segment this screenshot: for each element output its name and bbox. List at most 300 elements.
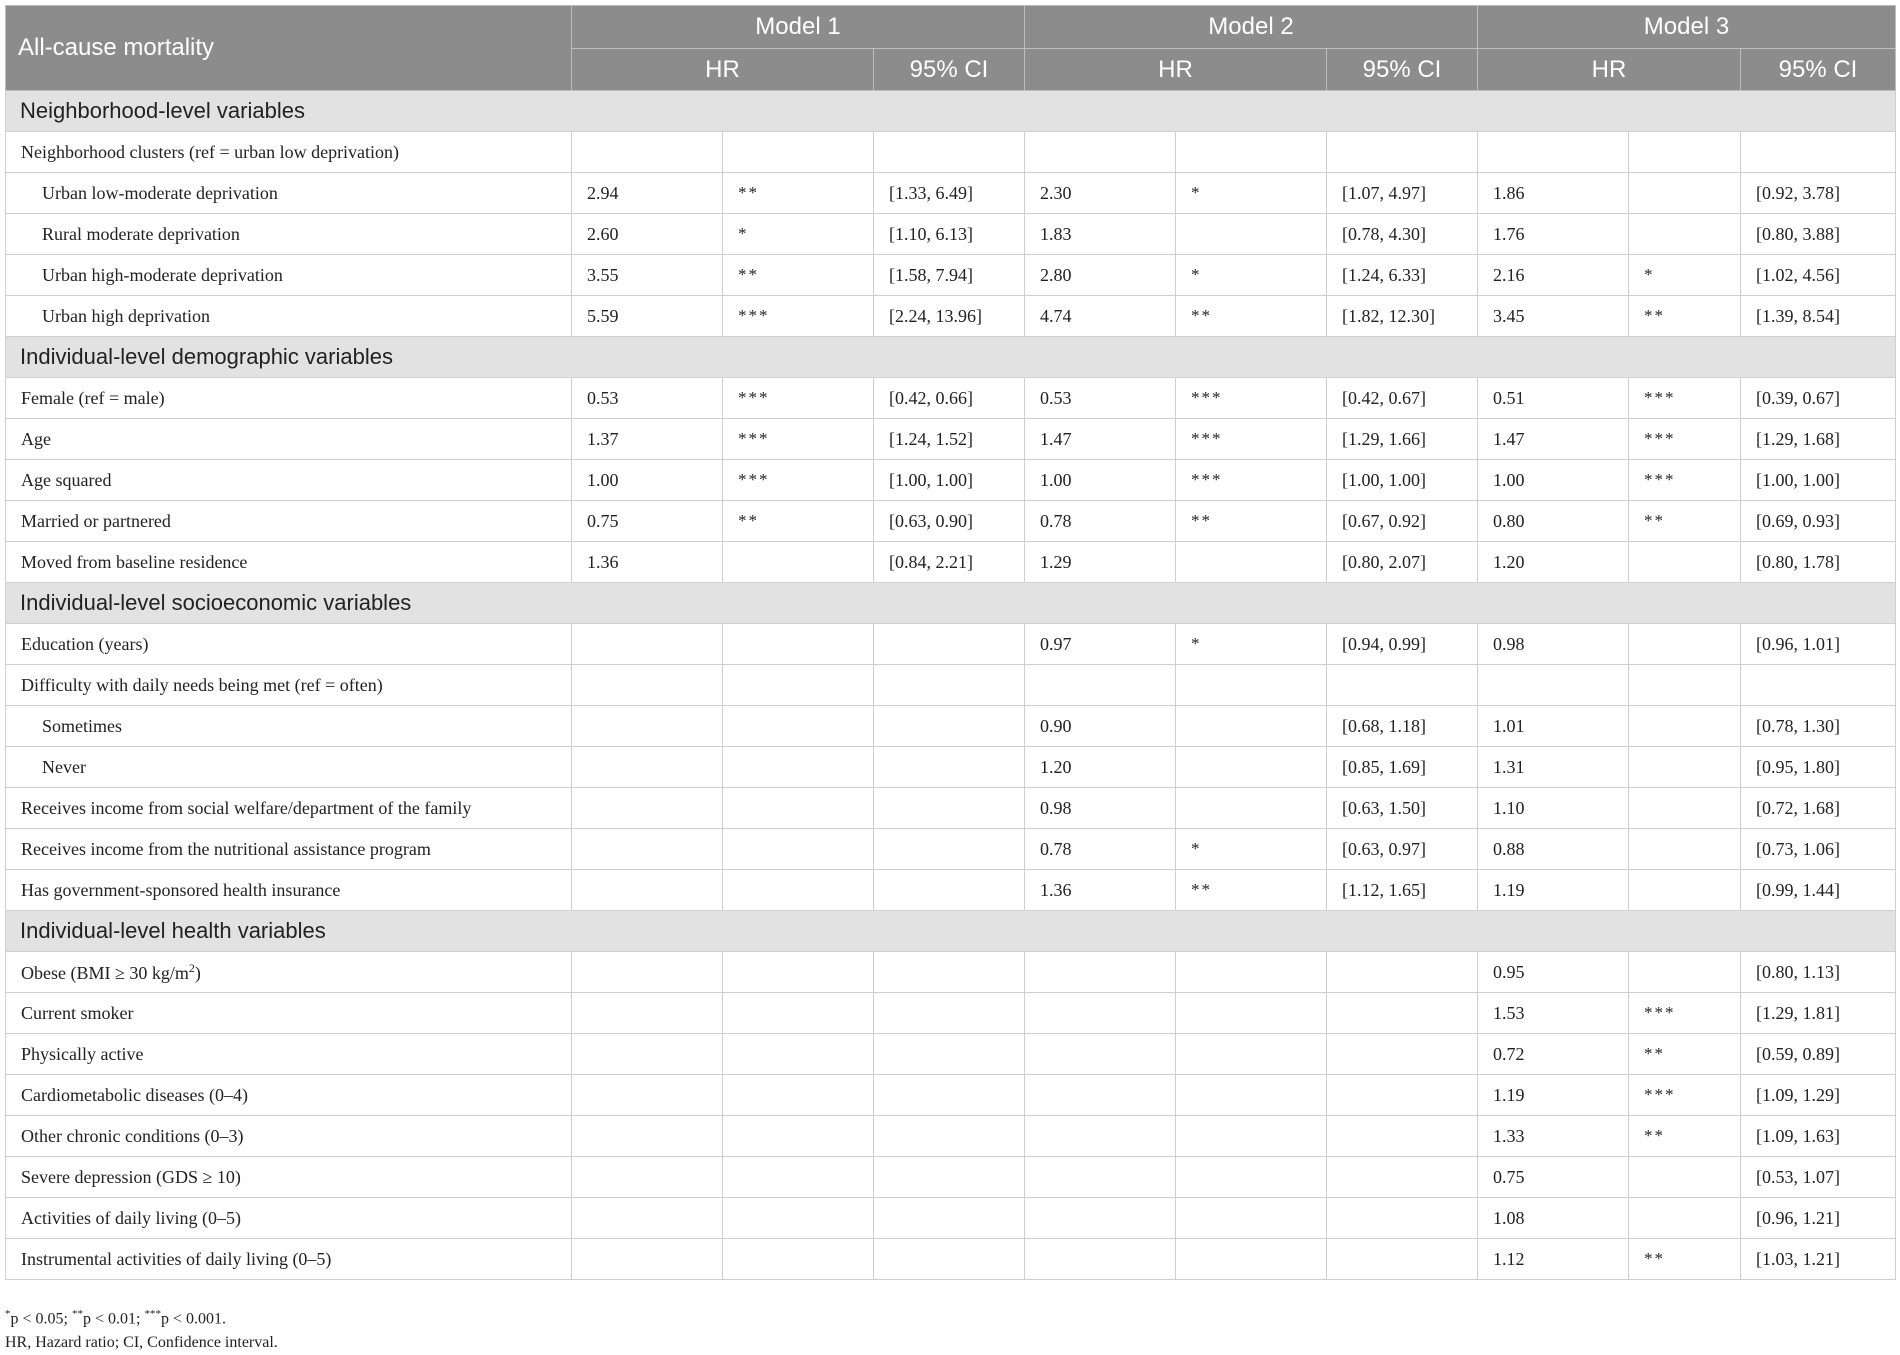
cell-m3-hr: 0.98 [1478, 624, 1629, 665]
cell-m2-ci [1327, 952, 1478, 993]
cell-m1-ci: [1.33, 6.49] [874, 173, 1025, 214]
cell-m2-hr [1025, 665, 1176, 706]
cell-m1-sig: *** [723, 419, 874, 460]
cell-m2-hr: 0.78 [1025, 829, 1176, 870]
row-label: Difficulty with daily needs being met (ref = often) [6, 665, 572, 706]
cell-m1-hr: 2.60 [572, 214, 723, 255]
cell-m1-sig [723, 665, 874, 706]
cell-m2-hr [1025, 1198, 1176, 1239]
cell-m2-ci [1327, 1116, 1478, 1157]
table-row [6, 1075, 1896, 1116]
row-label: Sometimes [6, 706, 572, 747]
model-1-header: Model 1 [572, 6, 1025, 49]
cell-m2-hr: 1.47 [1025, 419, 1176, 460]
table-row [6, 624, 1896, 665]
cell-m1-hr: 1.37 [572, 419, 723, 460]
cell-m2-sig [1176, 952, 1327, 993]
table-row [6, 1198, 1896, 1239]
cell-m2-hr [1025, 952, 1176, 993]
cell-m1-ci [874, 1198, 1025, 1239]
cell-m3-sig: ** [1629, 1034, 1741, 1075]
cell-m2-ci: [0.68, 1.18] [1327, 706, 1478, 747]
cell-m3-ci: [1.03, 1.21] [1741, 1239, 1896, 1280]
cell-m2-sig [1176, 1198, 1327, 1239]
cell-m3-ci: [0.53, 1.07] [1741, 1157, 1896, 1198]
cell-m2-sig [1176, 993, 1327, 1034]
model-3-ci-header: 95% CI [1741, 49, 1896, 91]
table-row [6, 706, 1896, 747]
cell-m2-ci: [0.78, 4.30] [1327, 214, 1478, 255]
cell-m2-hr: 0.78 [1025, 501, 1176, 542]
cell-m1-ci [874, 829, 1025, 870]
cell-m3-sig [1629, 747, 1741, 788]
cell-m1-ci: [0.84, 2.21] [874, 542, 1025, 583]
cell-m2-ci: [1.07, 4.97] [1327, 173, 1478, 214]
cell-m1-hr [572, 706, 723, 747]
cell-m1-sig [723, 1198, 874, 1239]
section-title: Neighborhood-level variables [6, 91, 1896, 132]
cell-m2-ci: [0.80, 2.07] [1327, 542, 1478, 583]
cell-m1-ci [874, 1116, 1025, 1157]
cell-m1-ci: [1.58, 7.94] [874, 255, 1025, 296]
cell-m1-ci [874, 1075, 1025, 1116]
cell-m3-hr: 1.19 [1478, 870, 1629, 911]
cell-m2-ci: [0.42, 0.67] [1327, 378, 1478, 419]
cell-m2-hr: 1.29 [1025, 542, 1176, 583]
row-label: Age [6, 419, 572, 460]
cell-m1-ci: [0.63, 0.90] [874, 501, 1025, 542]
table-row [6, 460, 1896, 501]
cell-m1-hr [572, 870, 723, 911]
cell-m1-hr [572, 1239, 723, 1280]
table-row [6, 1239, 1896, 1280]
table-row [6, 378, 1896, 419]
table-row [6, 788, 1896, 829]
cell-m1-ci [874, 665, 1025, 706]
row-label: Activities of daily living (0–5) [6, 1198, 572, 1239]
model-2-header: Model 2 [1025, 6, 1478, 49]
cell-m2-sig [1176, 788, 1327, 829]
cell-m1-hr [572, 1198, 723, 1239]
cell-m1-hr [572, 788, 723, 829]
cell-m3-ci: [0.69, 0.93] [1741, 501, 1896, 542]
cell-m2-hr [1025, 1075, 1176, 1116]
cell-m2-sig [1176, 706, 1327, 747]
table-row [6, 747, 1896, 788]
cell-m2-hr: 0.97 [1025, 624, 1176, 665]
table-row [6, 1116, 1896, 1157]
table-row [6, 501, 1896, 542]
cell-m3-ci: [1.09, 1.63] [1741, 1116, 1896, 1157]
cell-m2-sig: ** [1176, 870, 1327, 911]
cell-m1-ci [874, 624, 1025, 665]
cell-m1-sig [723, 952, 874, 993]
cell-m1-ci [874, 706, 1025, 747]
cell-m3-ci: [1.29, 1.68] [1741, 419, 1896, 460]
cell-m1-ci [874, 1157, 1025, 1198]
cell-m3-ci: [0.80, 1.78] [1741, 542, 1896, 583]
table-row [6, 255, 1896, 296]
cell-m1-sig [723, 1116, 874, 1157]
cell-m3-ci: [0.96, 1.01] [1741, 624, 1896, 665]
cell-m2-ci [1327, 1239, 1478, 1280]
cell-m1-sig: *** [723, 460, 874, 501]
cell-m3-ci: [0.72, 1.68] [1741, 788, 1896, 829]
table-row [6, 542, 1896, 583]
cell-m2-sig [1176, 1034, 1327, 1075]
cell-m3-sig [1629, 829, 1741, 870]
cell-m3-hr [1478, 132, 1629, 173]
cell-m2-sig [1176, 542, 1327, 583]
cell-m2-ci [1327, 1034, 1478, 1075]
cell-m3-ci: [0.92, 3.78] [1741, 173, 1896, 214]
cell-m2-hr: 0.90 [1025, 706, 1176, 747]
cell-m3-hr: 1.00 [1478, 460, 1629, 501]
cell-m3-ci: [1.02, 4.56] [1741, 255, 1896, 296]
mortality-results-table [5, 5, 1896, 1280]
cell-m2-hr [1025, 1116, 1176, 1157]
cell-m3-sig [1629, 1157, 1741, 1198]
cell-m1-hr [572, 747, 723, 788]
cell-m2-sig: *** [1176, 378, 1327, 419]
cell-m1-hr [572, 1075, 723, 1116]
row-label: Other chronic conditions (0–3) [6, 1116, 572, 1157]
row-label: Obese (BMI ≥ 30 $kg/m^2$) [6, 952, 572, 993]
cell-m1-ci: [2.24, 13.96] [874, 296, 1025, 337]
cell-m3-hr: 0.72 [1478, 1034, 1629, 1075]
row-label: Moved from baseline residence [6, 542, 572, 583]
table-row [6, 1034, 1896, 1075]
cell-m1-hr [572, 1157, 723, 1198]
cell-m3-ci: [1.29, 1.81] [1741, 993, 1896, 1034]
row-label: Never [6, 747, 572, 788]
table-row [6, 993, 1896, 1034]
section-title: Individual-level health variables [6, 911, 1896, 952]
cell-m3-hr: 0.75 [1478, 1157, 1629, 1198]
cell-m2-sig: * [1176, 255, 1327, 296]
cell-m3-sig: ** [1629, 1116, 1741, 1157]
cell-m3-sig [1629, 665, 1741, 706]
cell-m2-ci: [1.00, 1.00] [1327, 460, 1478, 501]
cell-m1-ci [874, 870, 1025, 911]
cell-m1-hr [572, 993, 723, 1034]
cell-m3-hr: 0.88 [1478, 829, 1629, 870]
cell-m3-hr: 1.12 [1478, 1239, 1629, 1280]
cell-m2-hr [1025, 1157, 1176, 1198]
row-label: Current smoker [6, 993, 572, 1034]
cell-m2-hr: 4.74 [1025, 296, 1176, 337]
row-label: Urban high deprivation [6, 296, 572, 337]
significance-note: *p < 0.05; **p < 0.01; ***p < 0.001. [5, 1308, 226, 1328]
cell-m2-ci: [1.12, 1.65] [1327, 870, 1478, 911]
cell-m3-hr [1478, 665, 1629, 706]
cell-m2-sig [1176, 214, 1327, 255]
row-label: Severe depression (GDS ≥ 10) [6, 1157, 572, 1198]
cell-m2-ci [1327, 1157, 1478, 1198]
cell-m1-ci [874, 132, 1025, 173]
cell-m2-ci [1327, 1075, 1478, 1116]
cell-m2-sig: * [1176, 624, 1327, 665]
table-row [6, 1157, 1896, 1198]
cell-m2-ci: [0.63, 0.97] [1327, 829, 1478, 870]
cell-m1-ci [874, 1034, 1025, 1075]
cell-m3-hr: 3.45 [1478, 296, 1629, 337]
cell-m2-ci [1327, 132, 1478, 173]
section-header-row [6, 91, 1896, 132]
cell-m2-hr: 0.53 [1025, 378, 1176, 419]
cell-m1-ci: [1.10, 6.13] [874, 214, 1025, 255]
cell-m1-sig [723, 993, 874, 1034]
results-table-container [5, 5, 1895, 1280]
cell-m1-sig [723, 747, 874, 788]
row-label: Urban high-moderate deprivation [6, 255, 572, 296]
cell-m3-ci: [0.78, 1.30] [1741, 706, 1896, 747]
cell-m2-ci [1327, 1198, 1478, 1239]
row-label: Neighborhood clusters (ref = urban low deprivation) [6, 132, 572, 173]
cell-m3-sig: *** [1629, 1075, 1741, 1116]
cell-m1-ci [874, 1239, 1025, 1280]
cell-m2-sig: * [1176, 829, 1327, 870]
cell-m2-hr [1025, 132, 1176, 173]
cell-m1-sig [723, 542, 874, 583]
cell-m3-hr: 0.51 [1478, 378, 1629, 419]
cell-m2-ci: [0.94, 0.99] [1327, 624, 1478, 665]
cell-m3-hr: 0.95 [1478, 952, 1629, 993]
cell-m1-sig [723, 870, 874, 911]
cell-m1-hr: 3.55 [572, 255, 723, 296]
cell-m2-sig: *** [1176, 419, 1327, 460]
section-header-row [6, 337, 1896, 378]
cell-m2-ci: [0.67, 0.92] [1327, 501, 1478, 542]
cell-m1-ci [874, 952, 1025, 993]
row-label: Receives income from the nutritional assistance program [6, 829, 572, 870]
cell-m2-hr [1025, 1239, 1176, 1280]
cell-m3-hr: 1.08 [1478, 1198, 1629, 1239]
cell-m3-ci: [0.73, 1.06] [1741, 829, 1896, 870]
cell-m1-sig: * [723, 214, 874, 255]
cell-m2-sig: ** [1176, 501, 1327, 542]
cell-m3-sig [1629, 952, 1741, 993]
table-row [6, 173, 1896, 214]
cell-m1-sig [723, 706, 874, 747]
header-row-models [6, 6, 1896, 49]
cell-m3-sig: *** [1629, 993, 1741, 1034]
cell-m1-hr [572, 665, 723, 706]
cell-m2-sig: ** [1176, 296, 1327, 337]
cell-m3-sig: *** [1629, 460, 1741, 501]
row-label: Education (years) [6, 624, 572, 665]
cell-m1-ci [874, 788, 1025, 829]
row-label: Physically active [6, 1034, 572, 1075]
cell-m2-sig [1176, 1239, 1327, 1280]
cell-m2-sig: *** [1176, 460, 1327, 501]
row-label: Female (ref = male) [6, 378, 572, 419]
cell-m3-ci: [0.39, 0.67] [1741, 378, 1896, 419]
cell-m1-sig: ** [723, 501, 874, 542]
row-label: Married or partnered [6, 501, 572, 542]
cell-m2-ci: [0.85, 1.69] [1327, 747, 1478, 788]
cell-m2-sig [1176, 1157, 1327, 1198]
cell-m1-sig [723, 132, 874, 173]
cell-m3-ci: [1.39, 8.54] [1741, 296, 1896, 337]
cell-m3-ci: [0.95, 1.80] [1741, 747, 1896, 788]
cell-m2-ci: [1.29, 1.66] [1327, 419, 1478, 460]
cell-m3-hr: 1.10 [1478, 788, 1629, 829]
table-row [6, 870, 1896, 911]
section-header-row [6, 911, 1896, 952]
cell-m1-sig [723, 829, 874, 870]
row-label: Has government-sponsored health insurance [6, 870, 572, 911]
cell-m1-sig: ** [723, 255, 874, 296]
cell-m1-hr [572, 624, 723, 665]
cell-m3-ci [1741, 132, 1896, 173]
cell-m3-ci: [0.80, 1.13] [1741, 952, 1896, 993]
cell-m3-sig [1629, 132, 1741, 173]
cell-m3-hr: 1.33 [1478, 1116, 1629, 1157]
cell-m1-sig [723, 624, 874, 665]
abbreviation-note: HR, Hazard ratio; CI, Confidence interval. [5, 1334, 278, 1352]
cell-m3-hr: 1.01 [1478, 706, 1629, 747]
section-header-row [6, 583, 1896, 624]
cell-m1-sig [723, 1034, 874, 1075]
cell-m2-hr: 1.36 [1025, 870, 1176, 911]
cell-m3-sig: * [1629, 255, 1741, 296]
cell-m1-sig: *** [723, 378, 874, 419]
model-3-hr-header: HR [1478, 49, 1741, 91]
cell-m1-hr [572, 1116, 723, 1157]
cell-m3-sig: *** [1629, 378, 1741, 419]
table-row [6, 214, 1896, 255]
table-row [6, 132, 1896, 173]
cell-m3-sig: ** [1629, 296, 1741, 337]
cell-m3-ci: [0.96, 1.21] [1741, 1198, 1896, 1239]
cell-m2-hr: 0.98 [1025, 788, 1176, 829]
cell-m2-sig [1176, 747, 1327, 788]
cell-m2-hr: 1.20 [1025, 747, 1176, 788]
cell-m3-sig [1629, 706, 1741, 747]
cell-m3-hr: 1.31 [1478, 747, 1629, 788]
cell-m1-ci [874, 747, 1025, 788]
cell-m3-hr: 1.76 [1478, 214, 1629, 255]
cell-m3-hr: 0.80 [1478, 501, 1629, 542]
section-title: Individual-level demographic variables [6, 337, 1896, 378]
cell-m1-hr [572, 952, 723, 993]
cell-m1-sig: ** [723, 173, 874, 214]
row-label: Urban low-moderate deprivation [6, 173, 572, 214]
cell-m1-hr [572, 829, 723, 870]
cell-m1-hr: 5.59 [572, 296, 723, 337]
cell-m1-hr: 1.36 [572, 542, 723, 583]
cell-m1-hr: 0.75 [572, 501, 723, 542]
cell-m3-ci: [1.09, 1.29] [1741, 1075, 1896, 1116]
model-2-hr-header: HR [1025, 49, 1327, 91]
table-row [6, 665, 1896, 706]
cell-m3-ci: [1.00, 1.00] [1741, 460, 1896, 501]
cell-m2-hr [1025, 1034, 1176, 1075]
cell-m1-ci: [1.00, 1.00] [874, 460, 1025, 501]
cell-m2-sig: * [1176, 173, 1327, 214]
table-footnotes [5, 1302, 278, 1355]
row-label: Instrumental activities of daily living (0–5) [6, 1239, 572, 1280]
table-row [6, 419, 1896, 460]
cell-m3-hr: 1.47 [1478, 419, 1629, 460]
cell-m1-hr [572, 132, 723, 173]
cell-m2-hr: 1.83 [1025, 214, 1176, 255]
row-label: Cardiometabolic diseases (0–4) [6, 1075, 572, 1116]
cell-m3-ci: [0.80, 3.88] [1741, 214, 1896, 255]
cell-m3-ci: [0.99, 1.44] [1741, 870, 1896, 911]
table-row [6, 296, 1896, 337]
cell-m3-hr: 1.19 [1478, 1075, 1629, 1116]
cell-m3-ci [1741, 665, 1896, 706]
table-row [6, 829, 1896, 870]
model-2-ci-header: 95% CI [1327, 49, 1478, 91]
cell-m3-sig [1629, 870, 1741, 911]
cell-m1-ci [874, 993, 1025, 1034]
cell-m1-sig [723, 1239, 874, 1280]
cell-m1-hr [572, 1034, 723, 1075]
cell-m3-sig [1629, 624, 1741, 665]
cell-m2-ci: [1.82, 12.30] [1327, 296, 1478, 337]
model-1-ci-header: 95% CI [874, 49, 1025, 91]
cell-m2-hr: 2.80 [1025, 255, 1176, 296]
cell-m2-sig [1176, 1116, 1327, 1157]
table-row [6, 952, 1896, 993]
cell-m3-sig [1629, 1198, 1741, 1239]
cell-m1-hr: 2.94 [572, 173, 723, 214]
cell-m1-hr: 1.00 [572, 460, 723, 501]
row-label: Receives income from social welfare/department of the family [6, 788, 572, 829]
row-label: Age squared [6, 460, 572, 501]
cell-m3-sig [1629, 542, 1741, 583]
cell-m3-sig: ** [1629, 1239, 1741, 1280]
cell-m1-sig: *** [723, 296, 874, 337]
model-1-hr-header: HR [572, 49, 874, 91]
cell-m3-sig [1629, 214, 1741, 255]
cell-m2-hr: 2.30 [1025, 173, 1176, 214]
cell-m2-sig [1176, 1075, 1327, 1116]
cell-m3-sig: ** [1629, 501, 1741, 542]
cell-m3-ci: [0.59, 0.89] [1741, 1034, 1896, 1075]
cell-m2-sig [1176, 665, 1327, 706]
cell-m2-hr: 1.00 [1025, 460, 1176, 501]
cell-m1-ci: [0.42, 0.66] [874, 378, 1025, 419]
cell-m2-ci: [0.63, 1.50] [1327, 788, 1478, 829]
cell-m3-sig [1629, 788, 1741, 829]
cell-m1-sig [723, 1075, 874, 1116]
cell-m3-hr: 1.86 [1478, 173, 1629, 214]
cell-m3-hr: 1.20 [1478, 542, 1629, 583]
cell-m2-sig [1176, 132, 1327, 173]
cell-m3-hr: 1.53 [1478, 993, 1629, 1034]
cell-m1-ci: [1.24, 1.52] [874, 419, 1025, 460]
row-label: Rural moderate deprivation [6, 214, 572, 255]
cell-m2-ci [1327, 993, 1478, 1034]
cell-m1-sig [723, 1157, 874, 1198]
table-body [6, 91, 1896, 1280]
cell-m1-hr: 0.53 [572, 378, 723, 419]
cell-m2-hr [1025, 993, 1176, 1034]
cell-m3-hr: 2.16 [1478, 255, 1629, 296]
model-3-header: Model 3 [1478, 6, 1896, 49]
cell-m3-sig: *** [1629, 419, 1741, 460]
cell-m2-ci [1327, 665, 1478, 706]
table-title: All-cause mortality [6, 6, 572, 91]
cell-m1-sig [723, 788, 874, 829]
cell-m3-sig [1629, 173, 1741, 214]
section-title: Individual-level socioeconomic variables [6, 583, 1896, 624]
cell-m2-ci: [1.24, 6.33] [1327, 255, 1478, 296]
